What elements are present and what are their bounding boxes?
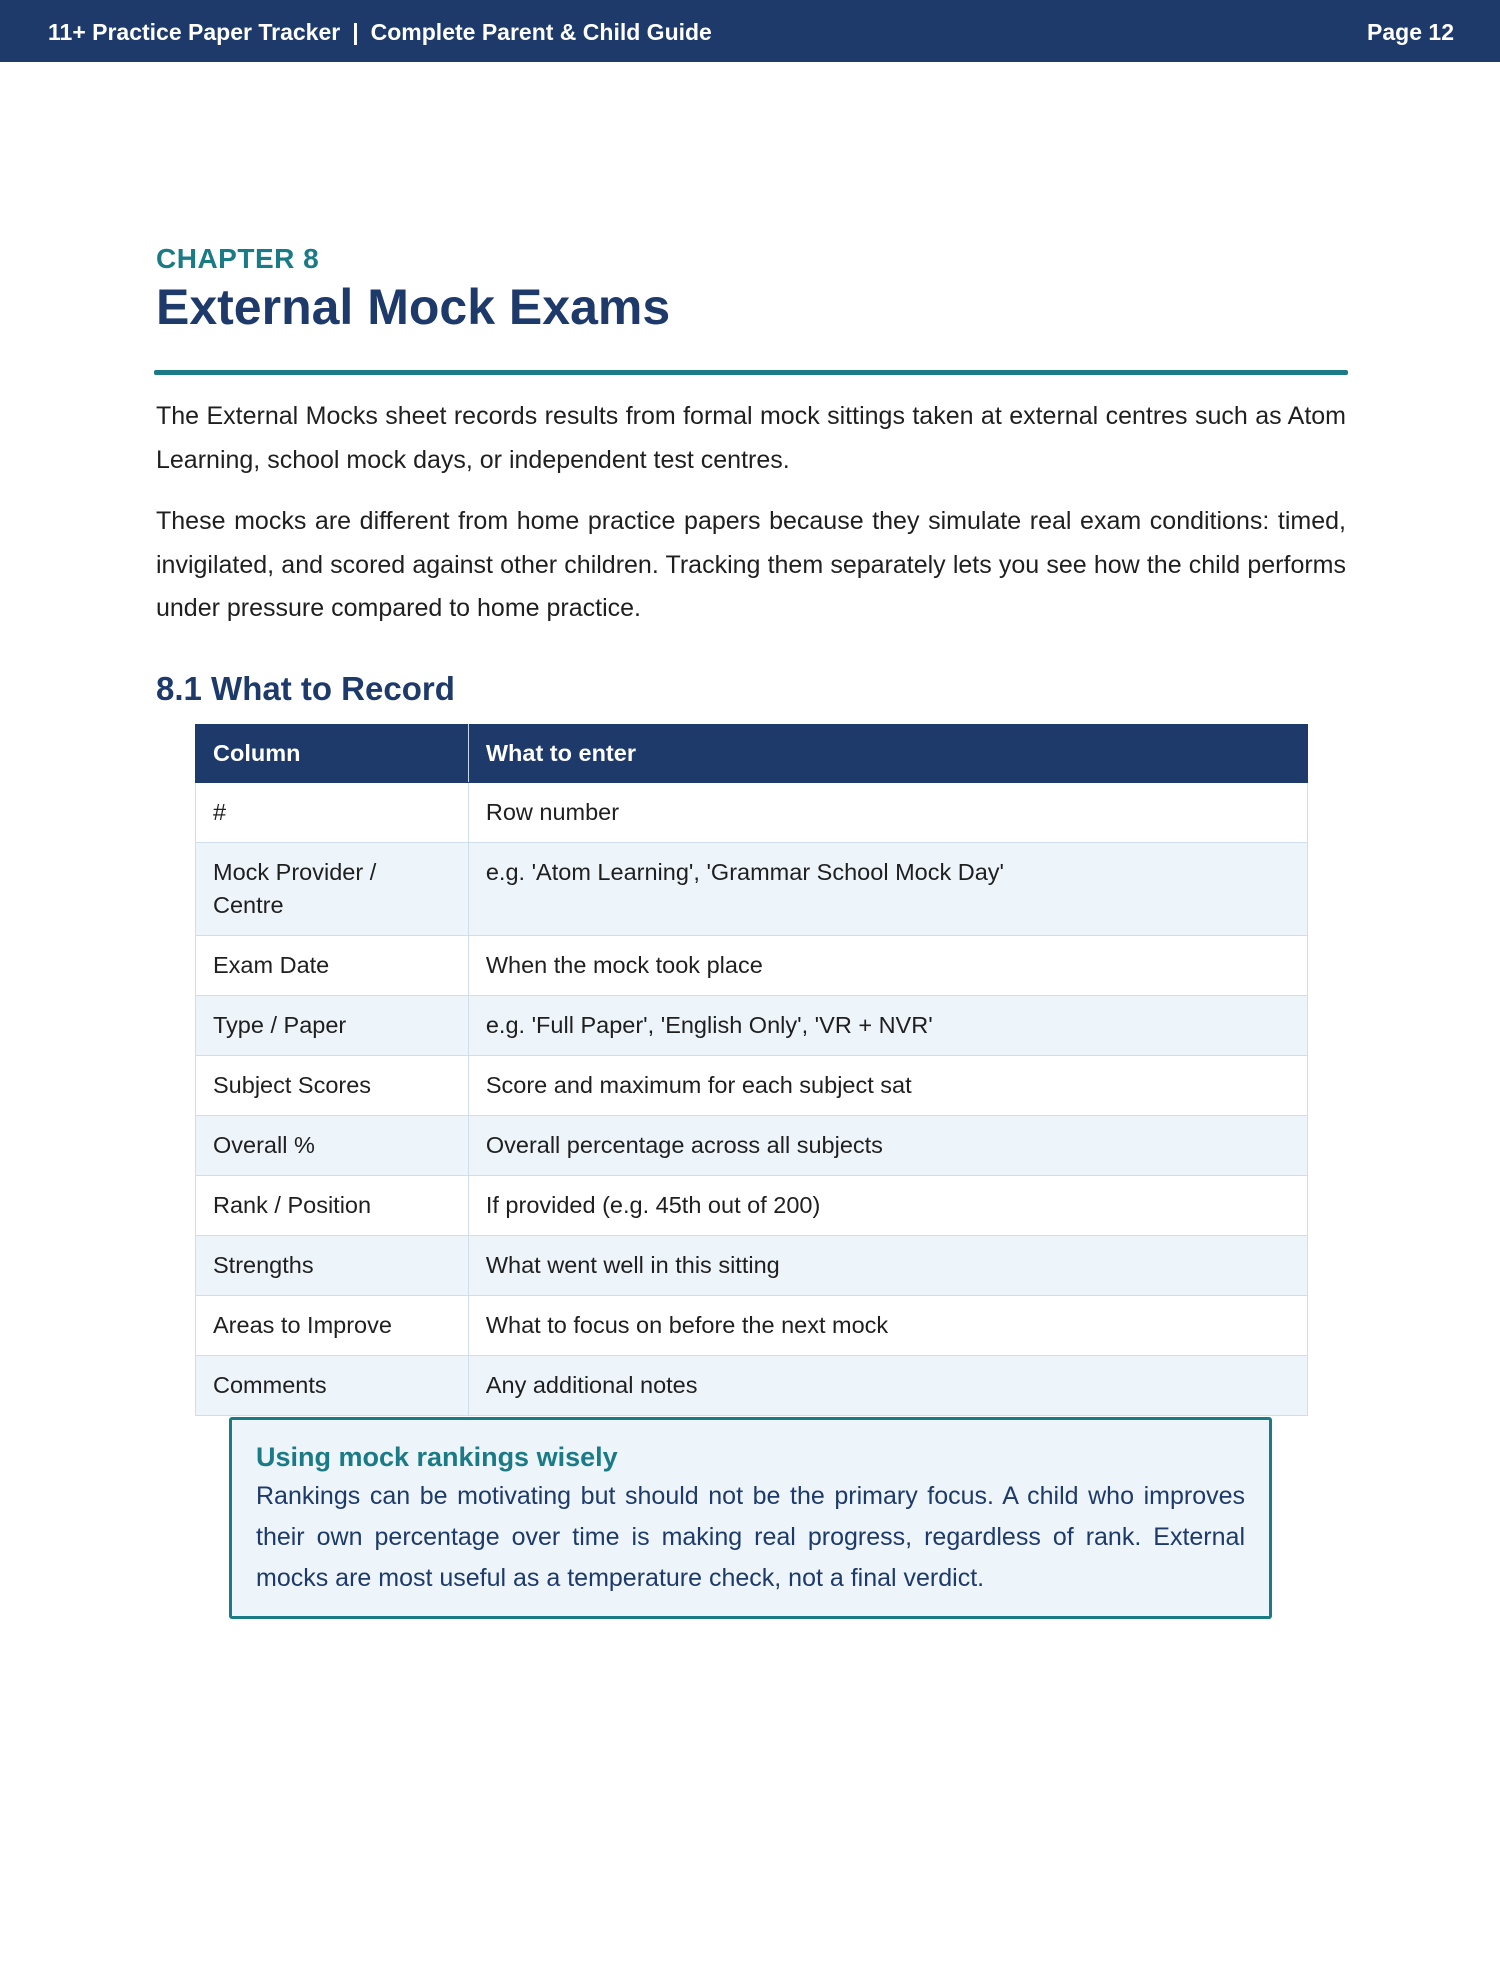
page-header-bar (0, 0, 1500, 62)
table-row (196, 1116, 1308, 1176)
table-cell-column: Rank / Position (196, 1176, 469, 1236)
page-number: Page 12 (1367, 19, 1454, 45)
table-cell-description: Row number (468, 783, 1307, 843)
chapter-label: CHAPTER 8 (156, 243, 320, 274)
table-row (196, 843, 1308, 936)
table-cell-description: What went well in this sitting (468, 1236, 1307, 1296)
table-cell-description: Any additional notes (468, 1356, 1307, 1416)
table-cell-column: Subject Scores (196, 1056, 469, 1116)
record-columns-table (195, 724, 1308, 1416)
table-cell-column: # (196, 783, 469, 843)
table-header-row (196, 725, 1308, 783)
callout-body: Rankings can be motivating but should not be the primary focus. A child who improves their own percentage over time is making real progress, regardless of rank. External mocks are most useful as a temperature check, not a final verdict. (256, 1482, 1245, 1592)
table-header-column: Column (196, 725, 469, 783)
table-row (196, 1296, 1308, 1356)
table-row (196, 936, 1308, 996)
table-cell-description: If provided (e.g. 45th out of 200) (468, 1176, 1307, 1236)
table-cell-description: e.g. 'Atom Learning', 'Grammar School Mock Day' (468, 843, 1307, 936)
header-separator: | (352, 19, 359, 45)
table-row (196, 783, 1308, 843)
callout-title: Using mock rankings wisely (256, 1442, 618, 1472)
chapter-divider (154, 370, 1348, 375)
header-doc-title-group (48, 19, 712, 46)
intro-paragraph: The External Mocks sheet records results from formal mock sittings taken at external centres such as Atom Learning, school mock days, or independent test centres. (156, 402, 1346, 474)
table-cell-column: Comments (196, 1356, 469, 1416)
table-cell-column: Areas to Improve (196, 1296, 469, 1356)
table-row (196, 1236, 1308, 1296)
chapter-title: External Mock Exams (156, 279, 671, 335)
table-cell-description: Overall percentage across all subjects (468, 1116, 1307, 1176)
table-row (196, 996, 1308, 1056)
section-title: 8.1 What to Record (156, 670, 455, 707)
table-row (196, 1056, 1308, 1116)
header-doc-title: 11+ Practice Paper Tracker (48, 19, 341, 45)
table-cell-description: What to focus on before the next mock (468, 1296, 1307, 1356)
table-cell-column: Exam Date (196, 936, 469, 996)
table-cell-description: e.g. 'Full Paper', 'English Only', 'VR + NVR' (468, 996, 1307, 1056)
table-row (196, 1356, 1308, 1416)
table-row (196, 1176, 1308, 1236)
table-cell-column: Mock Provider / Centre (196, 843, 469, 936)
table-cell-column: Strengths (196, 1236, 469, 1296)
table-cell-column: Type / Paper (196, 996, 469, 1056)
table-header-what-to-enter: What to enter (468, 725, 1307, 783)
mocks-explanation-paragraph: These mocks are different from home practice papers because they simulate real exam conditions: timed, invigilated, and scored against other children. Tracking them separately lets you see how the child performs under pressure compared to home practice. (156, 507, 1346, 622)
tip-callout-box (229, 1417, 1272, 1619)
table-cell-description: When the mock took place (468, 936, 1307, 996)
table-cell-description: Score and maximum for each subject sat (468, 1056, 1307, 1116)
table-cell-column: Overall % (196, 1116, 469, 1176)
header-doc-subtitle: Complete Parent & Child Guide (370, 19, 712, 45)
